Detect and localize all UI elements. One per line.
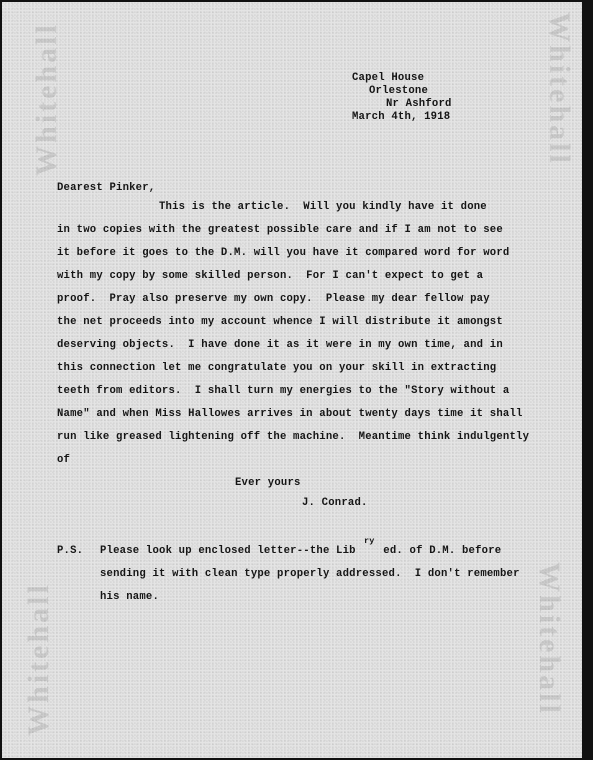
watermark-left-top: Whitehall [29, 22, 63, 176]
body-line: with my copy by some skilled person. For I can't expect to get a [57, 270, 484, 282]
signature: J. Conrad. [302, 497, 368, 509]
closing: Ever yours [235, 477, 301, 489]
watermark-right-bottom: Whitehall [532, 562, 566, 716]
body-line: this connection let me congratulate you on your skill in extracting [57, 362, 497, 374]
body-line: Name" and when Miss Hallowes arrives in about twenty days time it shall [57, 408, 523, 420]
body-line: in two copies with the greatest possible care and if I am not to see [57, 224, 503, 236]
scan-edge [582, 2, 590, 758]
body-line: proof. Pray also preserve my own copy. Please my dear fellow pay [57, 293, 490, 305]
address-house: Capel House [352, 72, 425, 84]
postscript-line-1-start: Please look up enclosed letter--the Lib [100, 545, 356, 557]
postscript-line-1 [100, 545, 501, 557]
watermark-left-bottom: Whitehall [21, 582, 55, 736]
body-line: the net proceeds into my account whence I will distribute it amongst [57, 316, 503, 328]
body-line: This is the article. Will you kindly have it done [159, 201, 487, 213]
postscript-label: P.S. [57, 545, 84, 557]
postscript-line-1-end: ed. of D.M. before [376, 545, 502, 557]
body-line: of [57, 454, 71, 466]
letter-date: March 4th, 1918 [352, 111, 451, 123]
salutation: Dearest Pinker, [57, 182, 156, 194]
postscript-superscript: ry [364, 536, 375, 546]
address-town: Nr Ashford [386, 98, 452, 110]
postscript-line-3: his name. [100, 591, 160, 603]
body-line: deserving objects. I have done it as it were in my own time, and in [57, 339, 503, 351]
address-village: Orlestone [369, 85, 429, 97]
body-line: teeth from editors. I shall turn my energies to the "Story without a [57, 385, 510, 397]
body-line: run like greased lightening off the machine. Meantime think indulgently [57, 431, 530, 443]
postscript-line-2: sending it with clean type properly addressed. I don't remember [100, 568, 520, 580]
watermark-right-top: Whitehall [542, 12, 576, 166]
body-line: it before it goes to the D.M. will you have it compared word for word [57, 247, 510, 259]
